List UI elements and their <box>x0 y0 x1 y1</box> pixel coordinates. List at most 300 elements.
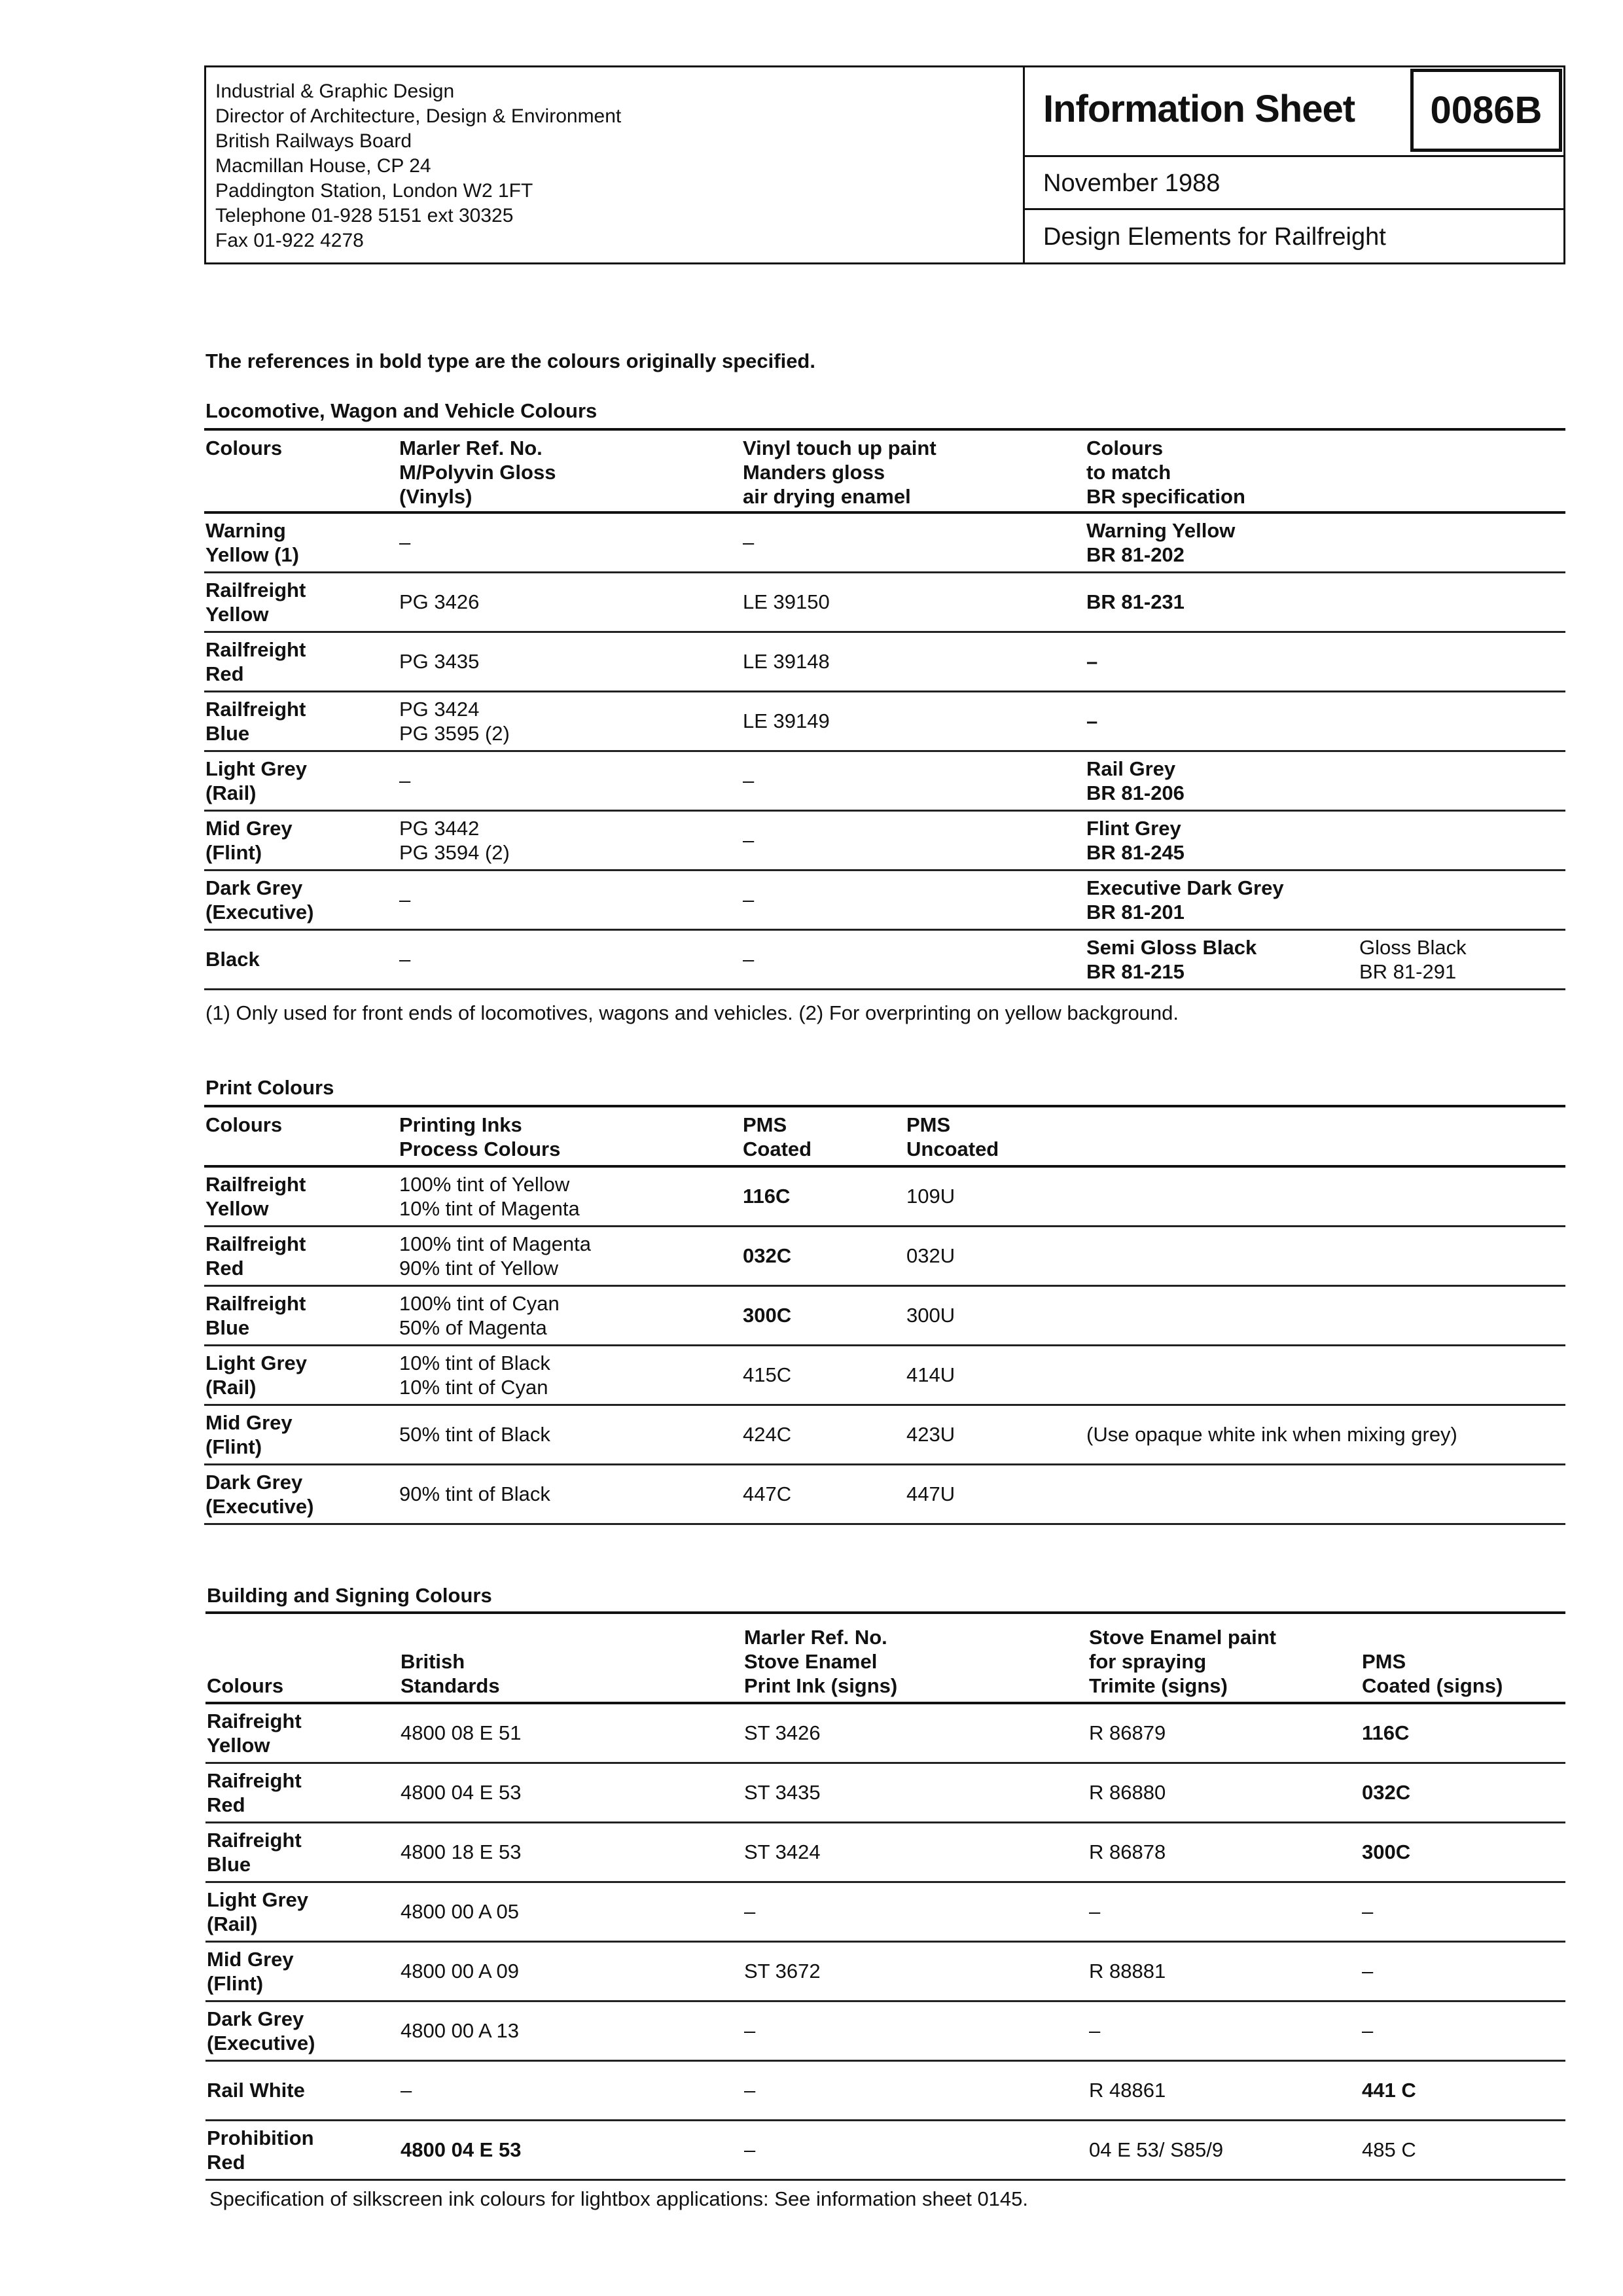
colour-name <box>205 2001 399 2060</box>
pms-uncoated-text: 423U <box>906 1423 955 1446</box>
printing-inks-text: 10% tint of Black <box>399 1351 550 1374</box>
colour-name-text: Rail White <box>207 2079 305 2102</box>
stove-enamel-text: R 48861 <box>1089 2079 1166 2102</box>
marler-ref <box>398 512 741 572</box>
column-header <box>1088 1613 1361 1703</box>
vinyl-paint <box>741 929 1085 989</box>
marler-ref <box>398 632 741 691</box>
table-row <box>205 1703 1565 1763</box>
vinyl-paint-text: – <box>743 948 755 971</box>
colour-name-text: Raifreight <box>207 1709 302 1732</box>
table-row <box>204 929 1565 989</box>
table-header-row <box>205 1613 1565 1703</box>
br-match-text: Warning Yellow <box>1086 518 1236 542</box>
stove-enamel-text: 04 E 53/ S85/9 <box>1089 2138 1224 2161</box>
alt-match <box>1358 512 1565 572</box>
br-match-text: – <box>1086 709 1098 732</box>
pms-coated-text: 415C <box>743 1363 792 1386</box>
address-line: Industrial & Graphic Design <box>215 81 455 102</box>
colour-name-text: Yellow <box>205 1196 269 1220</box>
marler-ref-text: – <box>399 888 411 911</box>
british-standard-text: 4800 00 A 05 <box>401 1900 520 1923</box>
br-match <box>1085 632 1358 691</box>
marler-ref-text: PG 3424 <box>399 697 480 721</box>
column-header-text: Standards <box>401 1674 500 1697</box>
british-standard-text: 4800 00 A 09 <box>401 1960 520 1982</box>
vinyl-paint-text: LE 39149 <box>743 709 830 732</box>
stove-enamel <box>1088 1882 1361 1941</box>
colour-name-text: (Rail) <box>207 1912 258 1935</box>
alt-match <box>1358 929 1565 989</box>
locomotive-colours-table <box>204 428 1565 990</box>
table-row <box>204 1285 1565 1345</box>
colour-name-text: Dark Grey <box>207 2007 304 2030</box>
pms-uncoated-text: 447U <box>906 1482 955 1505</box>
british-standard-text: 4800 00 A 13 <box>401 2019 520 2042</box>
column-header-text: Vinyl touch up paint <box>743 437 936 459</box>
pms-uncoated <box>905 1166 1085 1226</box>
pms-uncoated <box>905 1405 1085 1464</box>
print-note <box>1085 1285 1565 1345</box>
br-match <box>1085 512 1358 572</box>
colour-name-text: (Flint) <box>205 1435 262 1458</box>
column-header-text: for spraying <box>1089 1650 1207 1673</box>
vinyl-paint <box>741 870 1085 929</box>
table-row <box>205 1882 1565 1941</box>
sheet-date: November 1988 <box>1043 170 1221 197</box>
printing-inks-text: 90% tint of Yellow <box>399 1256 559 1280</box>
pms-coated-text: 424C <box>743 1423 792 1446</box>
address-line: Macmillan House, CP 24 <box>215 155 431 177</box>
vinyl-paint <box>741 691 1085 751</box>
alt-match-text: BR 81-291 <box>1359 960 1457 983</box>
colour-name-text: Light Grey <box>207 1888 309 1911</box>
bold-reference-note: The references in bold type are the colours originally specified. <box>205 350 815 372</box>
colour-name-text: (Executive) <box>205 1494 314 1518</box>
marler-ref <box>398 870 741 929</box>
print-section-title: Print Colours <box>205 1076 334 1099</box>
pms-coated <box>741 1464 905 1524</box>
colour-name-text: Blue <box>205 721 250 745</box>
marler-ref <box>398 929 741 989</box>
colour-name-text: Mid Grey <box>205 816 293 840</box>
marler-ref-text: – <box>399 531 411 554</box>
stove-enamel <box>1088 1822 1361 1882</box>
building-colours-table <box>205 1611 1565 2181</box>
stove-enamel <box>1088 2120 1361 2179</box>
br-match <box>1085 870 1358 929</box>
pms-coated <box>741 1285 905 1345</box>
column-header-text: PMS <box>743 1113 787 1136</box>
marler-stove-ink-text: – <box>744 2079 756 2102</box>
locomotive-footnote: (1) Only used for front ends of locomotives, wagons and vehicles. (2) For overprinting on yellow background. <box>205 1001 1179 1024</box>
column-header <box>205 1613 399 1703</box>
vinyl-paint-text: – <box>743 531 755 554</box>
pms-coated-signs-text: – <box>1362 1960 1374 1982</box>
british-standard <box>399 1941 743 2001</box>
br-match-text: Rail Grey <box>1086 757 1176 780</box>
pms-uncoated <box>905 1226 1085 1285</box>
stove-enamel-text: – <box>1089 1900 1101 1923</box>
vinyl-paint-text: – <box>743 888 755 911</box>
marler-ref-text: PG 3594 (2) <box>399 840 510 864</box>
marler-stove-ink <box>743 2060 1088 2120</box>
header-info-panel <box>1025 67 1563 262</box>
colour-name-text: Blue <box>205 1316 250 1339</box>
british-standard <box>399 2060 743 2120</box>
alt-match <box>1358 751 1565 810</box>
br-match-text: BR 81-202 <box>1086 543 1185 566</box>
column-header <box>204 429 398 512</box>
br-match <box>1085 751 1358 810</box>
br-match-text: – <box>1086 650 1098 673</box>
column-header-text: Process Colours <box>399 1138 561 1160</box>
marler-stove-ink <box>743 1703 1088 1763</box>
alt-match <box>1358 810 1565 870</box>
colour-name-text: Red <box>207 1793 245 1816</box>
column-header-text: Colours <box>207 1674 284 1697</box>
table-header-row <box>204 429 1565 512</box>
column-header-text: (Vinyls) <box>399 485 473 508</box>
stove-enamel <box>1088 2060 1361 2120</box>
sheet-subject: Design Elements for Railfreight <box>1043 223 1386 251</box>
column-header <box>1085 429 1358 512</box>
pms-coated <box>741 1405 905 1464</box>
printing-inks-text: 100% tint of Cyan <box>399 1291 560 1315</box>
marler-stove-ink-text: ST 3672 <box>744 1960 821 1982</box>
vinyl-paint <box>741 632 1085 691</box>
pms-uncoated-text: 109U <box>906 1185 955 1208</box>
pms-uncoated-text: 300U <box>906 1304 955 1327</box>
header-rule <box>1025 208 1563 210</box>
column-header-text: air drying enamel <box>743 485 911 508</box>
table-row <box>204 1345 1565 1405</box>
colour-name-text: Dark Grey <box>205 876 303 899</box>
pms-coated-signs <box>1361 1882 1565 1941</box>
colour-name-text: Light Grey <box>205 757 308 780</box>
colour-name-text: Mid Grey <box>207 1947 294 1971</box>
table-row <box>204 1166 1565 1226</box>
column-header <box>741 429 1085 512</box>
colour-name <box>204 1285 398 1345</box>
colour-name <box>204 870 398 929</box>
pms-coated-text: 300C <box>743 1304 792 1327</box>
column-header-text: Printing Inks <box>399 1113 522 1136</box>
colour-name-text: Light Grey <box>205 1351 308 1374</box>
colour-name-text: Raifreight <box>207 1828 302 1852</box>
marler-ref-text: – <box>399 769 411 792</box>
address-line: Telephone 01-928 5151 ext 30325 <box>215 205 514 226</box>
pms-coated <box>741 1226 905 1285</box>
column-header-text: BR specification <box>1086 485 1245 508</box>
locomotive-section-title: Locomotive, Wagon and Vehicle Colours <box>205 399 597 422</box>
colour-name <box>204 751 398 810</box>
table-row <box>204 1226 1565 1285</box>
colour-name <box>204 1166 398 1226</box>
colour-name-text: (Rail) <box>205 1375 257 1399</box>
pms-coated-signs <box>1361 2120 1565 2179</box>
pms-coated-text: 032C <box>743 1244 792 1267</box>
table-row <box>204 751 1565 810</box>
table-row <box>205 1763 1565 1822</box>
header-rule <box>1025 155 1563 157</box>
column-header-text: British <box>401 1650 465 1673</box>
sheet-number: 0086B <box>1410 69 1562 152</box>
colour-name <box>204 810 398 870</box>
printing-inks-text: 10% tint of Cyan <box>399 1375 548 1399</box>
vinyl-paint <box>741 810 1085 870</box>
printing-inks-text: 100% tint of Magenta <box>399 1232 591 1255</box>
marler-stove-ink <box>743 1882 1088 1941</box>
column-header-text: Stove Enamel paint <box>1089 1626 1276 1649</box>
stove-enamel <box>1088 1703 1361 1763</box>
colour-name-text: Railfreight <box>205 578 306 601</box>
marler-stove-ink-text: – <box>744 2019 756 2042</box>
printing-inks-text: 10% tint of Magenta <box>399 1196 580 1220</box>
colour-name <box>204 1345 398 1405</box>
pms-uncoated <box>905 1345 1085 1405</box>
colour-name <box>204 1226 398 1285</box>
pms-uncoated <box>905 1285 1085 1345</box>
column-header-text: Colours <box>1086 437 1164 459</box>
colour-name-text: Red <box>205 1256 244 1280</box>
printing-inks-text: 50% of Magenta <box>399 1316 547 1339</box>
colour-name-text: Railfreight <box>205 697 306 721</box>
pms-coated-signs-text: 116C <box>1362 1721 1410 1745</box>
pms-coated-text: 116C <box>743 1185 791 1208</box>
table-row <box>205 2120 1565 2179</box>
printing-inks <box>398 1405 741 1464</box>
column-header-text: Trimite (signs) <box>1089 1674 1228 1697</box>
printing-inks <box>398 1464 741 1524</box>
british-standard-text: – <box>401 2079 412 2102</box>
br-match-text: BR 81-201 <box>1086 900 1185 924</box>
pms-coated-signs-text: 485 C <box>1362 2138 1416 2161</box>
marler-ref-text: PG 3595 (2) <box>399 721 510 745</box>
colour-name-text: Dark Grey <box>205 1470 303 1494</box>
colour-name-text: (Rail) <box>205 781 257 804</box>
colour-name <box>204 929 398 989</box>
alt-match <box>1358 870 1565 929</box>
print-colours-table <box>204 1105 1565 1525</box>
british-standard <box>399 1822 743 1882</box>
br-match <box>1085 691 1358 751</box>
address-line: Fax 01-922 4278 <box>215 230 364 251</box>
column-header-text: Stove Enamel <box>744 1650 878 1673</box>
pms-coated-text: 447C <box>743 1482 792 1505</box>
pms-coated-signs-text: 300C <box>1362 1840 1411 1863</box>
stove-enamel <box>1088 1763 1361 1822</box>
stove-enamel <box>1088 2001 1361 2060</box>
british-standard <box>399 2120 743 2179</box>
colour-name-text: (Executive) <box>207 2031 315 2054</box>
printing-inks <box>398 1226 741 1285</box>
stove-enamel-text: R 86880 <box>1089 1781 1166 1804</box>
colour-name-text: Raifreight <box>207 1768 302 1792</box>
column-header <box>398 1106 741 1166</box>
column-header <box>204 1106 398 1166</box>
column-header <box>1361 1613 1565 1703</box>
printing-inks-text: 50% tint of Black <box>399 1423 550 1446</box>
print-note <box>1085 1226 1565 1285</box>
pms-coated-signs-text: – <box>1362 2019 1374 2042</box>
column-header <box>743 1613 1088 1703</box>
colour-name-text: Blue <box>207 1852 251 1876</box>
br-match-text: BR 81-215 <box>1086 960 1185 983</box>
address-line: Director of Architecture, Design & Environment <box>215 105 622 127</box>
table-row <box>204 810 1565 870</box>
pms-coated-signs-text: – <box>1362 1900 1374 1923</box>
column-header-text: Colours <box>205 437 283 459</box>
marler-ref-text: PG 3442 <box>399 816 480 840</box>
colour-name-text: Red <box>207 2150 245 2174</box>
vinyl-paint <box>741 572 1085 632</box>
alt-match <box>1358 572 1565 632</box>
colour-name-text: Yellow <box>207 1733 270 1757</box>
print-note <box>1085 1345 1565 1405</box>
column-header <box>1358 429 1565 512</box>
printing-inks-text: 90% tint of Black <box>399 1482 550 1505</box>
colour-name-text: Railfreight <box>205 1172 306 1196</box>
british-standard-text: 4800 04 E 53 <box>401 1781 522 1804</box>
british-standard-text: 4800 18 E 53 <box>401 1840 522 1863</box>
colour-name-text: Black <box>205 948 260 971</box>
colour-name-text: Railfreight <box>205 637 306 661</box>
printing-inks <box>398 1285 741 1345</box>
pms-coated-signs <box>1361 2001 1565 2060</box>
marler-stove-ink-text: – <box>744 2138 756 2161</box>
br-match-text: Flint Grey <box>1086 816 1181 840</box>
pms-coated <box>741 1166 905 1226</box>
pms-uncoated-text: 032U <box>906 1244 955 1267</box>
marler-stove-ink <box>743 1941 1088 2001</box>
colour-name <box>204 572 398 632</box>
colour-name-text: (Flint) <box>207 1971 264 1995</box>
br-match-text: Semi Gloss Black <box>1086 935 1257 959</box>
printing-inks <box>398 1166 741 1226</box>
column-header-text: Uncoated <box>906 1138 999 1160</box>
stove-enamel-text: R 88881 <box>1089 1960 1166 1982</box>
marler-ref <box>398 751 741 810</box>
vinyl-paint-text: LE 39148 <box>743 650 830 673</box>
table-row <box>204 1405 1565 1464</box>
vinyl-paint <box>741 512 1085 572</box>
column-header-text: Colours <box>205 1113 283 1136</box>
pms-coated-signs-text: 032C <box>1362 1781 1411 1804</box>
british-standard-text: 4800 04 E 53 <box>401 2138 522 2161</box>
alt-match <box>1358 632 1565 691</box>
column-header-text: Marler Ref. No. <box>399 437 543 459</box>
vinyl-paint <box>741 751 1085 810</box>
marler-stove-ink <box>743 1763 1088 1822</box>
table-row <box>205 2001 1565 2060</box>
pms-coated-signs <box>1361 1703 1565 1763</box>
marler-stove-ink <box>743 2120 1088 2179</box>
colour-name <box>205 1763 399 1822</box>
colour-name-text: (Executive) <box>205 900 314 924</box>
stove-enamel-text: R 86878 <box>1089 1840 1166 1863</box>
building-footnote: Specification of silkscreen ink colours for lightbox applications: See information sheet 0145. <box>209 2187 1029 2210</box>
colour-name-text: Warning <box>205 518 286 542</box>
vinyl-paint-text: – <box>743 829 755 852</box>
column-header <box>398 429 741 512</box>
sheet-title: Information Sheet <box>1043 88 1355 130</box>
column-header-text: Coated (signs) <box>1362 1674 1503 1697</box>
colour-name-text: Yellow <box>205 602 269 626</box>
stove-enamel-text: – <box>1089 2019 1101 2042</box>
marler-ref <box>398 691 741 751</box>
colour-name <box>205 2120 399 2179</box>
vinyl-paint-text: – <box>743 769 755 792</box>
colour-name-text: Railfreight <box>205 1232 306 1255</box>
column-header-text: M/Polyvin Gloss <box>399 461 556 484</box>
br-match <box>1085 810 1358 870</box>
column-header <box>399 1613 743 1703</box>
printing-inks-text: 100% tint of Yellow <box>399 1172 570 1196</box>
table-row <box>204 632 1565 691</box>
column-header <box>905 1106 1085 1166</box>
br-match-text: Executive Dark Grey <box>1086 876 1284 899</box>
colour-name <box>205 1882 399 1941</box>
print-note-text: (Use opaque white ink when mixing grey) <box>1086 1423 1457 1446</box>
address-line: Paddington Station, London W2 1FT <box>215 180 533 202</box>
column-header-text: Manders gloss <box>743 461 885 484</box>
table-row <box>204 512 1565 572</box>
pms-uncoated <box>905 1464 1085 1524</box>
print-note <box>1085 1405 1565 1464</box>
colour-name <box>204 632 398 691</box>
table-row <box>204 870 1565 929</box>
column-header-text: PMS <box>1362 1650 1406 1673</box>
colour-name-text: Railfreight <box>205 1291 306 1315</box>
column-header-text: Coated <box>743 1138 812 1160</box>
colour-name-text: Yellow (1) <box>205 543 299 566</box>
colour-name <box>204 1464 398 1524</box>
pms-coated-signs <box>1361 1941 1565 2001</box>
pms-coated-signs <box>1361 1763 1565 1822</box>
marler-ref <box>398 810 741 870</box>
pms-coated <box>741 1345 905 1405</box>
colour-name <box>204 691 398 751</box>
alt-match <box>1358 691 1565 751</box>
br-match <box>1085 572 1358 632</box>
table-row <box>205 2060 1565 2120</box>
alt-match-text: Gloss Black <box>1359 935 1467 959</box>
column-header-text: Print Ink (signs) <box>744 1674 898 1697</box>
marler-stove-ink-text: ST 3426 <box>744 1721 821 1745</box>
vinyl-paint-text: LE 39150 <box>743 590 830 613</box>
sender-address <box>215 79 621 253</box>
building-section-title: Building and Signing Colours <box>207 1584 492 1607</box>
colour-name-text: Red <box>205 662 244 685</box>
colour-name-text: Prohibition <box>207 2126 314 2149</box>
british-standard-text: 4800 08 E 51 <box>401 1721 522 1745</box>
colour-name-text: (Flint) <box>205 840 262 864</box>
marler-stove-ink <box>743 1822 1088 1882</box>
marler-stove-ink <box>743 2001 1088 2060</box>
colour-name <box>205 2060 399 2120</box>
colour-name <box>204 1405 398 1464</box>
marler-ref <box>398 572 741 632</box>
table-row <box>204 1464 1565 1524</box>
table-header-row <box>204 1106 1565 1166</box>
table-row <box>205 1822 1565 1882</box>
print-note <box>1085 1166 1565 1226</box>
colour-name <box>204 512 398 572</box>
british-standard <box>399 1882 743 1941</box>
pms-coated-signs <box>1361 1822 1565 1882</box>
table-row <box>204 691 1565 751</box>
